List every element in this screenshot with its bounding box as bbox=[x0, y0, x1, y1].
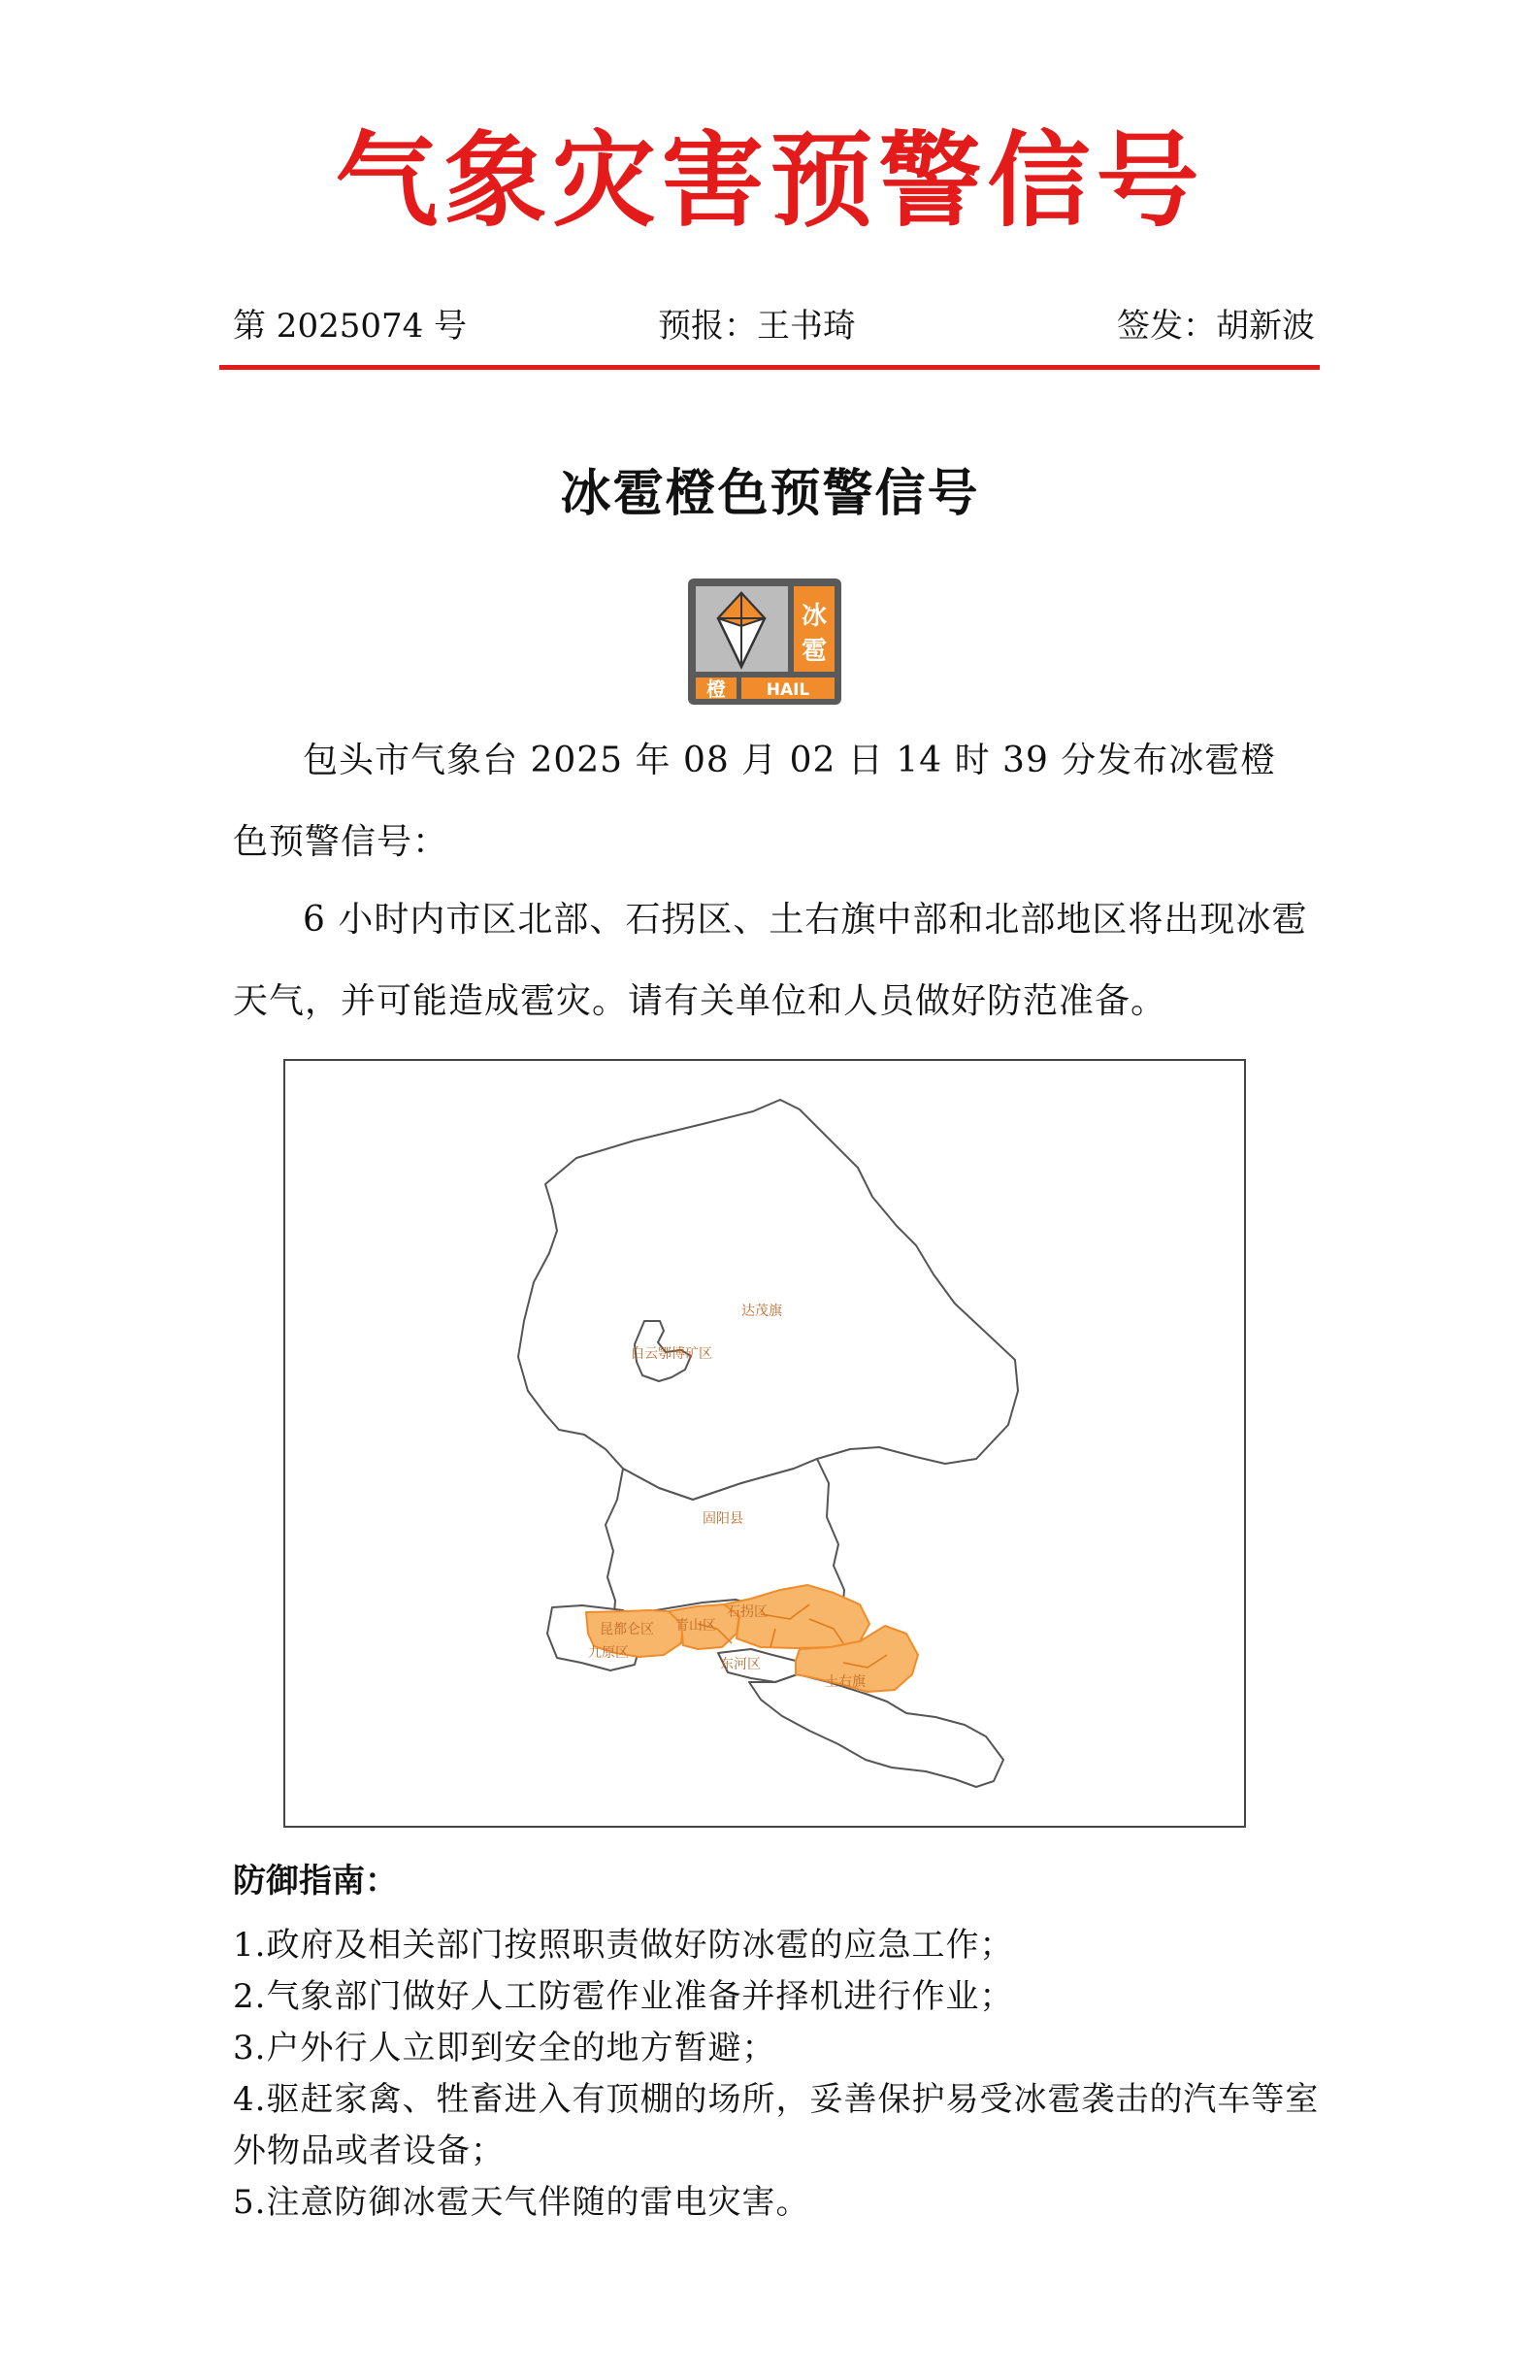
forecaster: 预报：王书琦 bbox=[658, 307, 856, 346]
guide-item: 3.户外行人立即到安全的地方暂避； bbox=[233, 2029, 776, 2067]
label-guyang: 固阳县 bbox=[703, 1511, 743, 1527]
guide-item: 4.驱赶家禽、牲畜进入有顶棚的场所，妥善保护易受冰雹袭击的汽车等室外物品或者设备； bbox=[233, 2080, 1320, 2170]
icon-char-corner: 橙 bbox=[706, 678, 726, 701]
release-paragraph bbox=[233, 720, 1312, 883]
guide-title: 防御指南： bbox=[233, 1862, 398, 1901]
guide-item: 5.注意防御冰雹天气伴随的雷电灾害。 bbox=[233, 2183, 810, 2222]
forecast-paragraph bbox=[233, 879, 1312, 1042]
label-baiyun: 白云鄂博矿区 bbox=[631, 1346, 712, 1362]
guide-item: 2.气象部门做好人工防雹作业准备并择机进行作业； bbox=[233, 1977, 1014, 2016]
guide-list bbox=[233, 1920, 1320, 2229]
icon-char-top: 冰 bbox=[801, 602, 828, 631]
label-qingshan: 青山区 bbox=[675, 1618, 716, 1634]
label-damao: 达茂旗 bbox=[741, 1304, 782, 1319]
issuer: 签发：胡新波 bbox=[1117, 307, 1315, 346]
document-title: 气象灾害预警信号 bbox=[335, 119, 1205, 241]
red-divider bbox=[219, 365, 1320, 370]
forecast-text: 6 小时内市区北部、石拐区、土右旗中部和北部地区将出现冰雹天气，并可能造成雹灾。请有关单位和人员做好防范准备。 bbox=[233, 900, 1308, 1021]
icon-english-label: HAIL bbox=[766, 680, 810, 700]
issue-meta-row bbox=[233, 303, 1315, 349]
warning-area-map bbox=[283, 1059, 1246, 1828]
issue-number: 第 2025074 号 bbox=[233, 307, 468, 346]
release-text: 包头市气象台 2025 年 08 月 02 日 14 时 39 分发布冰雹橙色预警信号： bbox=[233, 741, 1277, 862]
label-donghe: 东河区 bbox=[720, 1657, 761, 1672]
region-damao bbox=[518, 1100, 1018, 1500]
guide-item: 1.政府及相关部门按照职责做好防冰雹的应急工作； bbox=[233, 1926, 1014, 1965]
icon-char-mid: 雹 bbox=[801, 637, 828, 666]
hail-orange-warning-icon bbox=[687, 578, 842, 706]
label-shiguai: 石拐区 bbox=[727, 1604, 768, 1620]
label-kundulun: 昆都仑区 bbox=[600, 1622, 654, 1637]
label-jiuyuan: 九原区 bbox=[588, 1645, 629, 1661]
label-tuyou: 土右旗 bbox=[825, 1674, 866, 1690]
signal-title: 冰雹橙色预警信号 bbox=[560, 465, 980, 523]
